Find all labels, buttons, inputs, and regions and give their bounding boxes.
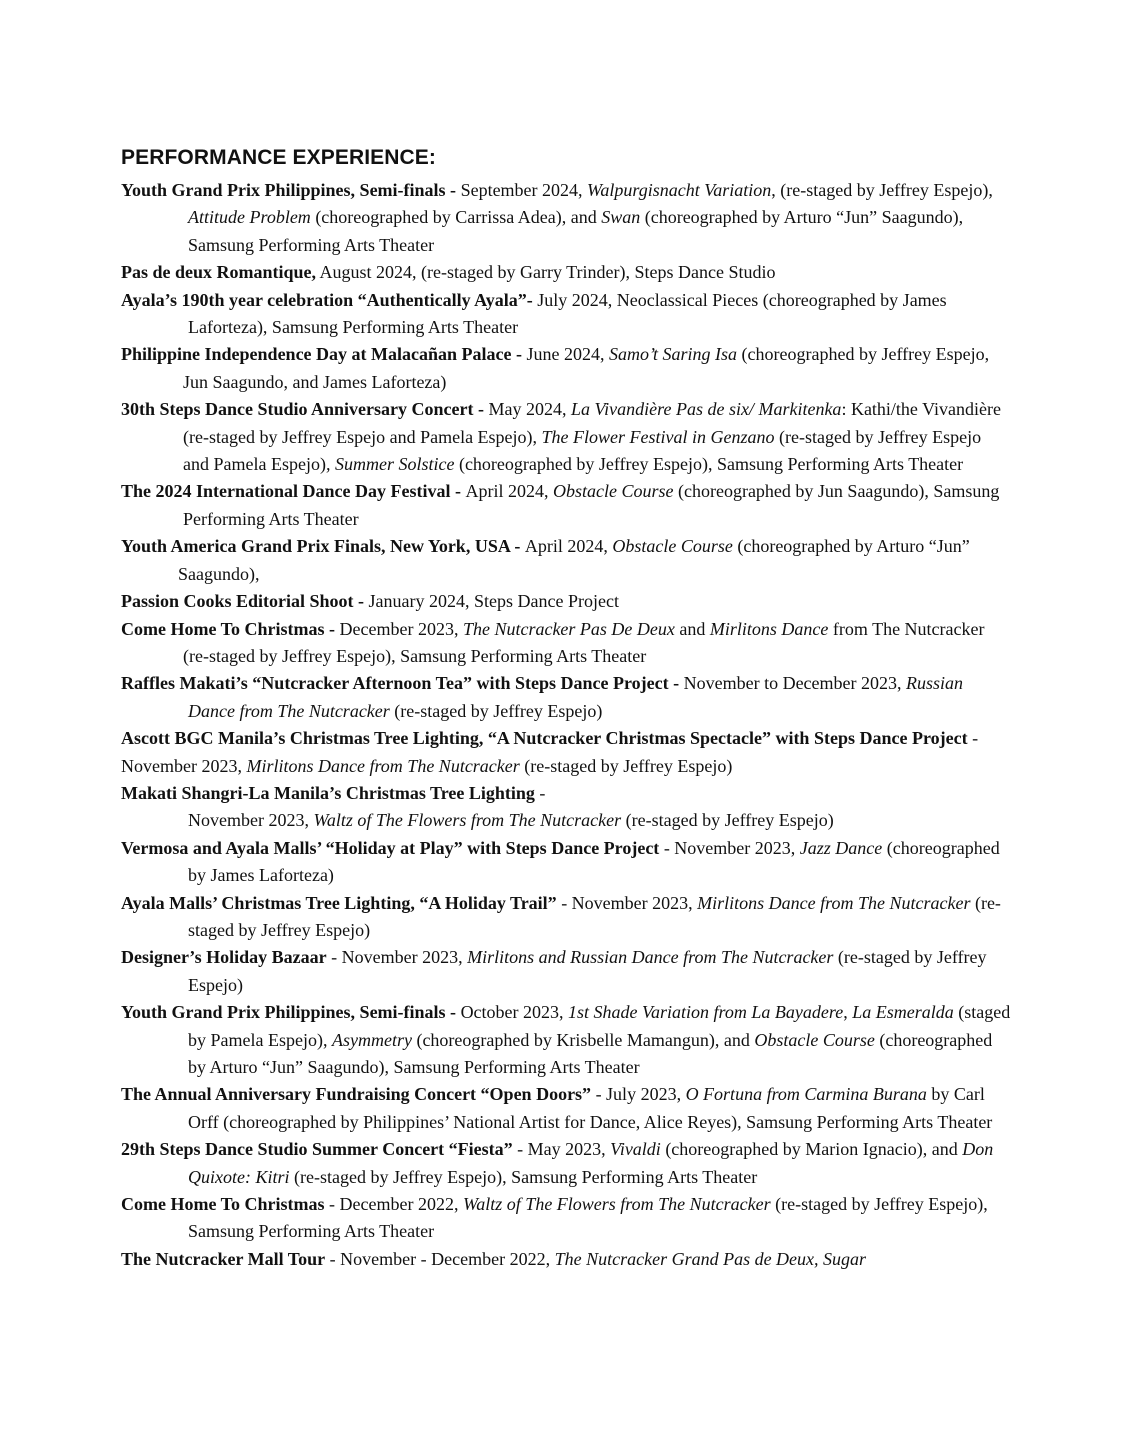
event-details: (re-staged by Jeffrey Espejo), Samsung Performing Arts Theater (188, 1194, 988, 1242)
piece-title: Mirlitons and Russian Dance from The Nutcracker (467, 947, 834, 968)
event-details: (re-staged by Jeffrey Espejo) (519, 755, 733, 776)
performance-entry (121, 1246, 1011, 1273)
performance-entry (121, 1191, 1011, 1246)
event-details: - November - December 2022, (325, 1248, 555, 1269)
event-title: Ayala Malls’ Christmas Tree Lighting, “A Holiday Trail” (121, 892, 557, 913)
piece-title: 1st Shade Variation from La Bayadere (568, 1002, 844, 1023)
performance-entry (121, 533, 1011, 588)
event-details: (choreographed by Krisbelle Mamangun), and (411, 1029, 755, 1050)
event-details: - December 2022, (324, 1194, 463, 1215)
piece-title: Jazz Dance (799, 837, 883, 858)
event-title: Raffles Makati’s “Nutcracker Afternoon Tea” with Steps Dance Project - (121, 673, 684, 694)
event-title: Designer’s Holiday Bazaar (121, 947, 327, 968)
piece-title: The Nutcracker Grand Pas de Deux, Sugar (554, 1248, 867, 1269)
event-details: (choreographed by Marion Ignacio), and (660, 1139, 963, 1160)
event-title: Philippine Independence Day at Malacañan Palace - (121, 344, 527, 365)
performance-entry (121, 725, 1011, 780)
event-details: (choreographed by Jeffrey Espejo), Samsung Performing Arts Theater (454, 454, 964, 475)
piece-title: Attitude Problem (188, 207, 311, 228)
performance-entry (121, 944, 1011, 999)
event-details: - July 2023, (591, 1084, 686, 1105)
event-details: (choreographed by Jeffrey Espejo, Jun Saagundo, and James Laforteza) (183, 344, 990, 392)
event-title: Come Home To Christmas (121, 1194, 325, 1215)
piece-title: La Vivandière Pas de six/ Markitenka (571, 399, 842, 420)
piece-title: Samo’t Saring Isa (609, 344, 738, 365)
event-details: (re-staged by Jeffrey Espejo) (389, 700, 603, 721)
event-details: June 2024, (526, 344, 610, 365)
event-details: (choreographed by Arturo “Jun” Saagundo), Samsung Performing Arts Theater (188, 1029, 993, 1077)
piece-title: Waltz of The Flowers from The Nutcracker (313, 810, 622, 831)
performance-entry (121, 177, 1011, 259)
event-details: - May 2023, (512, 1139, 611, 1160)
performance-entry (121, 890, 1011, 945)
performance-entry (121, 259, 1011, 286)
event-details: October 2023, (460, 1002, 569, 1023)
event-details: January 2024, Steps Dance Project (368, 591, 619, 612)
event-details: May 2024, (488, 399, 571, 420)
piece-title: Mirlitons Dance (709, 618, 829, 639)
event-title: Ascott BGC Manila’s Christmas Tree Lighting, “A Nutcracker Christmas Spectacle” with Steps Dance Project (121, 728, 968, 749)
piece-title: Mirlitons Dance from The Nutcracker (697, 892, 971, 913)
section-heading: PERFORMANCE EXPERIENCE: (121, 146, 437, 169)
event-details: September 2024, (460, 180, 588, 200)
event-title: The Nutcracker Mall Tour (121, 1248, 326, 1269)
event-details: (re-staged by Jeffrey Espejo) (188, 892, 1001, 940)
event-title: The 2024 International Dance Day Festival - (121, 481, 466, 502)
event-details: - November 2023, (556, 892, 698, 913)
event-details: (re-staged by Jeffrey Espejo) (621, 810, 834, 831)
event-details: (re-staged by Jeffrey Espejo and Pamela Espejo) (183, 426, 982, 475)
event-title: The Annual Anniversary Fundraising Concert “Open Doors” (121, 1084, 592, 1105)
performance-entry (121, 287, 1011, 342)
piece-title: Waltz of The Flowers from The Nutcracker (462, 1194, 771, 1215)
event-details: : Kathi/the Vivandière (re-staged by Jeffrey Espejo and Pamela Espejo), (183, 399, 1001, 447)
piece-title: The Nutcracker Pas De Deux (462, 618, 675, 639)
event-details: (choreographed by Jun Saagundo), Samsung Performing Arts Theater (183, 481, 1000, 529)
event-details: July 2024, Neoclassical Pieces (choreographed by James Laforteza), Samsung Performing Arts Theater (188, 289, 947, 338)
performance-entry (121, 999, 1011, 1081)
piece-title: La Esmeralda (852, 1002, 954, 1023)
event-details: and (674, 618, 710, 639)
performance-entry (121, 835, 1011, 890)
piece-title: Obstacle Course (552, 481, 674, 502)
event-details: , (re-staged by Jeffrey Espejo), (771, 180, 993, 200)
event-details: - November 2023, (326, 947, 468, 968)
event-details: December 2023, (339, 618, 463, 639)
piece-title: Mirlitons Dance from The Nutcracker (246, 755, 520, 776)
event-title: 29th Steps Dance Studio Summer Concert “Fiesta” (121, 1139, 513, 1160)
event-details: - (534, 782, 546, 803)
piece-title: Walpurgisnacht Variation (587, 180, 772, 200)
performance-entry (121, 780, 1011, 835)
event-title: Vermosa and Ayala Malls’ “Holiday at Play” with Steps Dance Project (121, 837, 660, 858)
event-title: Come Home To Christmas - (121, 618, 340, 639)
event-details: April 2024, (524, 536, 613, 557)
event-details: - November 2023, (659, 837, 800, 858)
event-title: 30th Steps Dance Studio Anniversary Concert - (121, 399, 489, 420)
performance-entry (121, 396, 1011, 478)
performance-entry (121, 341, 1011, 396)
event-details: (staged by Pamela Espejo), (188, 1002, 1011, 1050)
event-details: August 2024, (re-staged by Garry Trinder), Steps Dance Studio (316, 262, 776, 283)
performance-entry (121, 1136, 1011, 1191)
piece-title: The Flower Festival in Genzano (541, 426, 775, 447)
piece-title: Don Quixote: Kitri (188, 1139, 994, 1187)
event-details: (choreographed by Arturo “Jun” Saagundo), Samsung Performing Arts Theater (188, 207, 964, 255)
event-details: November 2023, (188, 810, 314, 831)
piece-title: Asymmetry (331, 1029, 412, 1050)
piece-title: Russian Dance from The Nutcracker (188, 673, 964, 721)
event-details: , (843, 1002, 853, 1023)
event-details: from The Nutcracker (re-staged by Jeffrey Espejo), Samsung Performing Arts Theater (183, 618, 985, 666)
event-details: (choreographed by Arturo “Jun” Saagundo), (178, 536, 970, 584)
piece-title: , Summer Solstice (325, 454, 455, 475)
event-title: Youth Grand Prix Philippines, Semi-finals - (121, 180, 461, 200)
event-details: by Carl Orff (choreographed by Philippines’ National Artist for Dance, Alice Reyes), Samsung Performing Arts Theater (188, 1084, 993, 1132)
performance-entry (121, 588, 1011, 615)
event-details: April 2024, (465, 481, 553, 502)
piece-title: Swan (601, 207, 641, 228)
event-details: (re-staged by Jeffrey Espejo) (188, 947, 987, 995)
event-title: Youth America Grand Prix Finals, New York, USA - (121, 536, 525, 557)
event-details: (choreographed by James Laforteza) (188, 837, 1000, 886)
performance-entry (121, 670, 1011, 725)
performance-list (121, 177, 1011, 1273)
event-title: Makati Shangri-La Manila’s Christmas Tree Lighting (121, 782, 535, 803)
piece-title: Obstacle Course (754, 1029, 875, 1050)
event-title: Passion Cooks Editorial Shoot - (121, 591, 369, 612)
performance-entry (121, 616, 1011, 671)
event-title: Youth Grand Prix Philippines, Semi-finals - (121, 1002, 461, 1023)
performance-entry (121, 1081, 1011, 1136)
event-details: (re-staged by Jeffrey Espejo), Samsung Performing Arts Theater (289, 1166, 758, 1187)
event-title: Pas de deux Romantique, (121, 262, 317, 283)
event-details: November to December 2023, (683, 673, 907, 694)
piece-title: O Fortuna from Carmina Burana (685, 1084, 927, 1105)
event-title: Ayala’s 190th year celebration “Authentically Ayala”- (121, 289, 538, 310)
performance-entry (121, 478, 1011, 533)
event-details: - November 2023, (121, 728, 979, 776)
piece-title: Vivaldi (610, 1139, 661, 1160)
event-details: (choreographed by Carrissa Adea), and (310, 207, 602, 228)
piece-title: Obstacle Course (612, 536, 733, 557)
